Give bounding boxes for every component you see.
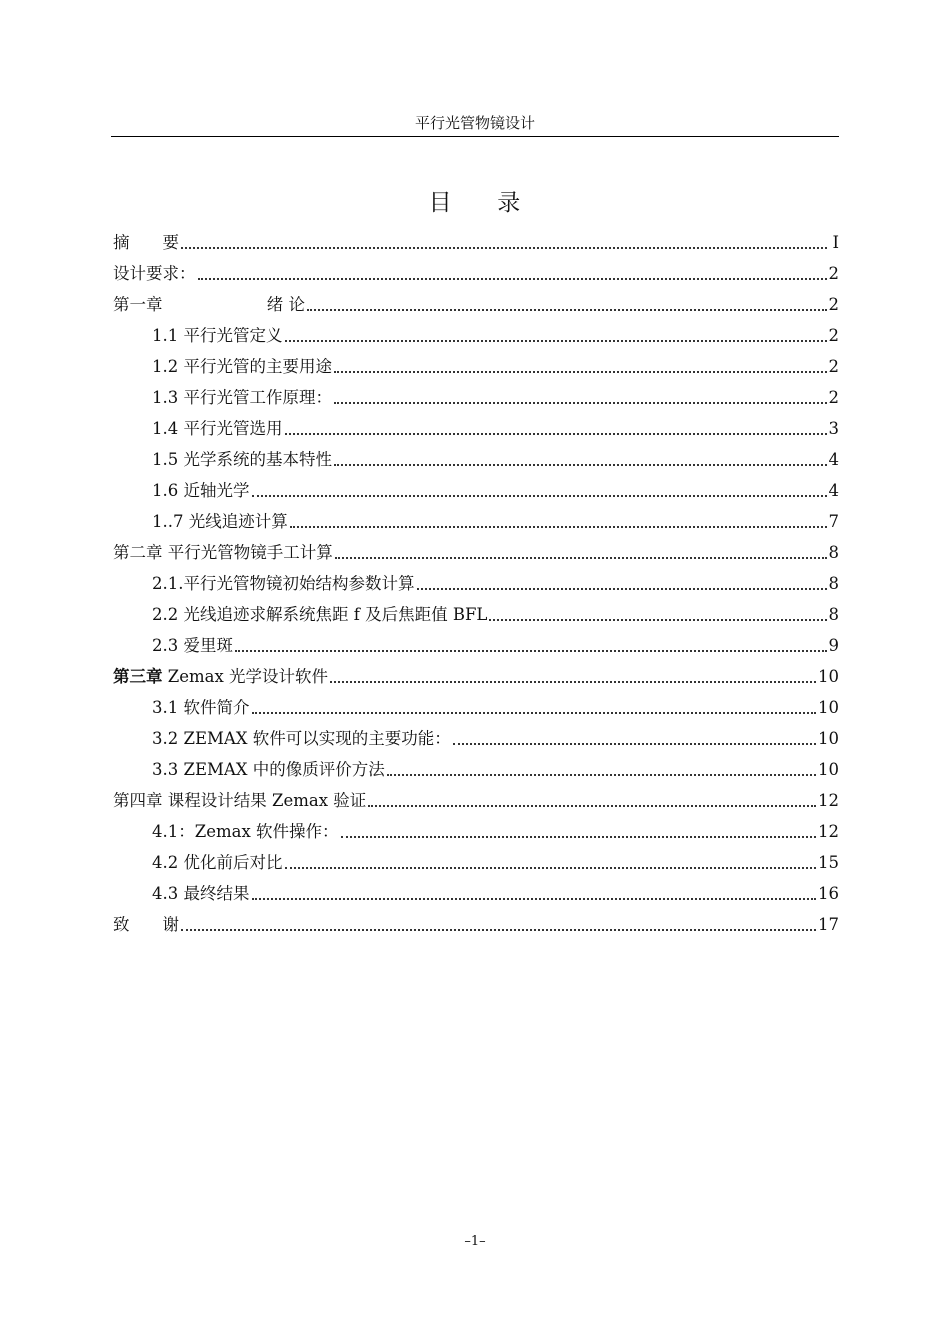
toc-entry-label: 1.1 平行光管定义: [152, 326, 283, 345]
toc-entry-page: 8: [828, 574, 839, 593]
toc-entry-page: 10: [818, 667, 839, 686]
toc-entry-page: 12: [818, 791, 839, 810]
dot-leader: [341, 836, 816, 838]
toc-entry-page: 10: [818, 760, 839, 779]
toc-entry-page: 16: [818, 884, 839, 903]
running-header: 平行光管物镜设计: [111, 112, 839, 137]
dot-leader: [453, 743, 816, 745]
dot-leader: [307, 309, 827, 311]
toc-entry-2-1[interactable]: [113, 563, 839, 594]
toc-entry-1-1[interactable]: [113, 315, 839, 346]
toc-entry-acknowledgements[interactable]: [113, 904, 839, 935]
toc-entry-chapter-2[interactable]: [113, 532, 839, 563]
chapter-number-bold: 第三章: [113, 667, 163, 686]
toc-entry-chapter-1[interactable]: [113, 284, 839, 315]
dot-leader: [181, 929, 816, 931]
dot-leader: [285, 433, 827, 435]
toc-entry-label: 第一章 绪 论: [113, 295, 305, 314]
toc-entry-page: I: [832, 233, 839, 252]
dot-leader: [330, 681, 816, 683]
toc-entry-label: 3.2 ZEMAX 软件可以实现的主要功能：: [152, 729, 451, 748]
toc-entry-label: 4.1：Zemax 软件操作：: [152, 822, 339, 841]
toc-entry-chapter-4[interactable]: [113, 780, 839, 811]
toc-entry-page: 12: [818, 822, 839, 841]
toc-entry-label: 第二章 平行光管物镜手工计算: [113, 543, 333, 562]
toc-entry-label: 2.1.平行光管物镜初始结构参数计算: [152, 574, 415, 593]
toc-entry-1-7[interactable]: [113, 501, 839, 532]
toc-entry-page: 7: [828, 512, 839, 531]
toc-entry-label: 4.3 最终结果: [152, 884, 250, 903]
toc-entry-1-3[interactable]: [113, 377, 839, 408]
toc-entry-label: 3.3 ZEMAX 中的像质评价方法: [152, 760, 385, 779]
dot-leader: [235, 650, 827, 652]
toc-entry-page: 8: [828, 605, 839, 624]
dot-leader: [334, 371, 827, 373]
toc-entry-label: 1.6 近轴光学: [152, 481, 250, 500]
page-number: –1–: [464, 1234, 486, 1249]
dot-leader: [285, 340, 827, 342]
dot-leader: [387, 774, 816, 776]
toc-entry-4-3[interactable]: [113, 873, 839, 904]
toc-entry-1-6[interactable]: [113, 470, 839, 501]
dot-leader: [334, 402, 827, 404]
toc-entry-page: 15: [818, 853, 839, 872]
dot-leader: [489, 619, 826, 621]
toc-entry-1-4[interactable]: [113, 408, 839, 439]
toc-entry-3-1[interactable]: [113, 687, 839, 718]
toc-entry-2-3[interactable]: [113, 625, 839, 656]
toc-entry-label: 1.2 平行光管的主要用途: [152, 357, 332, 376]
toc-entry-page: 10: [818, 729, 839, 748]
toc-entry-label: 致 谢: [113, 915, 179, 934]
toc-entry-4-2[interactable]: [113, 842, 839, 873]
toc-entry-page: 2: [828, 388, 839, 407]
dot-leader: [252, 898, 817, 900]
toc-entry-label: 1.5 光学系统的基本特性: [152, 450, 332, 469]
toc-entry-label: 3.1 软件简介: [152, 698, 250, 717]
toc-entry-page: 9: [828, 636, 839, 655]
toc-title: 目 录: [428, 190, 522, 216]
toc-entry-3-3[interactable]: [113, 749, 839, 780]
dot-leader: [417, 588, 827, 590]
table-of-contents: [113, 222, 839, 935]
toc-entry-design-requirements[interactable]: [113, 253, 839, 284]
toc-entry-page: 2: [828, 326, 839, 345]
toc-entry-label: 1.3 平行光管工作原理：: [152, 388, 332, 407]
chapter-title: Zemax 光学设计软件: [162, 667, 329, 686]
toc-entry-page: 4: [828, 481, 839, 500]
toc-entry-label: 1.4 平行光管选用: [152, 419, 283, 438]
dot-leader: [334, 464, 827, 466]
toc-entry-label: 设计要求：: [113, 264, 196, 283]
dot-leader: [290, 526, 827, 528]
toc-entry-page: 10: [818, 698, 839, 717]
dot-leader: [198, 278, 827, 280]
toc-entry-4-1[interactable]: [113, 811, 839, 842]
toc-entry-label: 摘 要: [113, 233, 179, 252]
toc-entry-1-2[interactable]: [113, 346, 839, 377]
toc-entry-2-2[interactable]: [113, 594, 839, 625]
toc-entry-label: 2.2 光线追迹求解系统焦距 f 及后焦距值 BFL: [152, 605, 488, 624]
toc-entry-page: 8: [828, 543, 839, 562]
dot-leader: [181, 247, 827, 249]
dot-leader: [368, 805, 816, 807]
toc-entry-page: 2: [828, 357, 839, 376]
toc-entry-page: 2: [828, 295, 839, 314]
toc-entry-chapter-3[interactable]: [113, 656, 839, 687]
toc-entry-label: [113, 667, 328, 687]
toc-entry-label: 第四章 课程设计结果 Zemax 验证: [113, 791, 367, 810]
dot-leader: [285, 867, 817, 869]
toc-entry-abstract[interactable]: [113, 222, 839, 253]
toc-entry-label: 2.3 爱里斑: [152, 636, 233, 655]
toc-entry-label: 1..7 光线追迹计算: [152, 512, 288, 531]
toc-entry-label: 4.2 优化前后对比: [152, 853, 283, 872]
dot-leader: [335, 557, 827, 559]
toc-entry-page: 2: [828, 264, 839, 283]
toc-entry-page: 17: [818, 915, 839, 934]
toc-entry-1-5[interactable]: [113, 439, 839, 470]
toc-entry-page: 3: [828, 419, 839, 438]
dot-leader: [252, 495, 827, 497]
dot-leader: [252, 712, 817, 714]
toc-entry-3-2[interactable]: [113, 718, 839, 749]
toc-entry-page: 4: [828, 450, 839, 469]
